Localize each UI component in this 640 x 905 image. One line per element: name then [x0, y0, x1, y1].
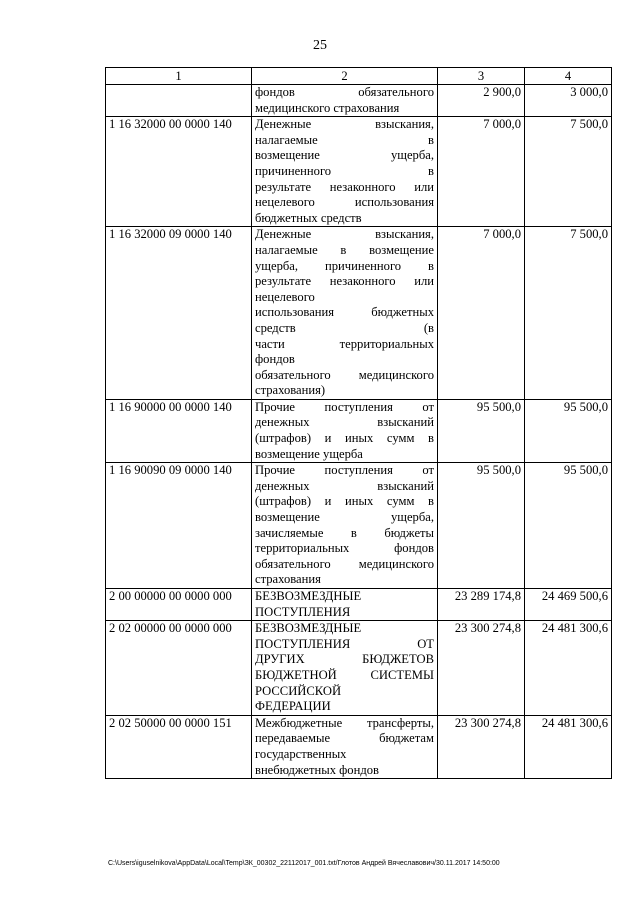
item-description [252, 85, 438, 117]
item-description [252, 715, 438, 778]
item-description [252, 621, 438, 716]
description-line: части территориальных [255, 336, 434, 351]
description-line: ФЕДЕРАЦИИ [255, 699, 331, 714]
budget-code: 2 02 50000 00 0000 151 [106, 715, 252, 778]
amount-col4: 24 481 300,6 [525, 715, 612, 778]
amount-col4: 24 481 300,6 [525, 621, 612, 716]
item-description [252, 227, 438, 400]
amount-col4: 24 469 500,6 [525, 589, 612, 621]
amount-col3: 2 900,0 [438, 85, 525, 117]
description-line: Денежные взыскания, [255, 117, 434, 132]
description-line: нецелевого использования [255, 195, 434, 210]
amount-col3: 23 300 274,8 [438, 715, 525, 778]
table-body [106, 85, 612, 779]
item-description [252, 589, 438, 621]
budget-code: 1 16 32000 09 0000 140 [106, 227, 252, 400]
budget-code: 1 16 90000 00 0000 140 [106, 399, 252, 462]
description-line: страхования [255, 572, 321, 587]
description-line: внебюджетных фондов [255, 762, 379, 777]
column-header-4: 4 [525, 68, 612, 85]
description-line: денежных взысканий [255, 478, 434, 493]
amount-col3: 7 000,0 [438, 117, 525, 227]
description-line: Прочие поступления от [255, 399, 434, 414]
description-line: ДРУГИХ БЮДЖЕТОВ [255, 652, 434, 667]
table-row [106, 227, 612, 400]
description-line: БЕЗВОЗМЕЗДНЫЕ [255, 589, 362, 603]
amount-col4: 95 500,0 [525, 399, 612, 462]
description-line: обязательного медицинского [255, 367, 434, 382]
amount-col3: 95 500,0 [438, 399, 525, 462]
item-description [252, 463, 438, 589]
item-description [252, 117, 438, 227]
description-line: обязательного медицинского [255, 556, 434, 571]
table-row [106, 399, 612, 462]
column-header-2: 2 [252, 68, 438, 85]
description-line: средств (в [255, 320, 434, 335]
description-line: фондов обязательного [255, 85, 434, 99]
description-line: результате незаконного или [255, 179, 434, 194]
description-line: ущерба, причиненного в [255, 258, 434, 273]
page-number: 25 [313, 38, 327, 53]
description-line: Межбюджетные трансферты, [255, 715, 434, 730]
table-row [106, 117, 612, 227]
amount-col4: 7 500,0 [525, 227, 612, 400]
amount-col4: 7 500,0 [525, 117, 612, 227]
table-row [106, 85, 612, 117]
description-line: результате незаконного или [255, 274, 434, 289]
amount-col4: 95 500,0 [525, 463, 612, 589]
description-line: зачисляемые в бюджеты [255, 525, 434, 540]
description-line: налагаемые в возмещение [255, 242, 434, 257]
description-line: БЕЗВОЗМЕЗДНЫЕ [255, 621, 362, 636]
description-line: нецелевого [255, 289, 315, 304]
column-header-3: 3 [438, 68, 525, 85]
description-line: медицинского страхования [255, 100, 400, 115]
description-line: страхования) [255, 383, 326, 398]
description-line: налагаемые в [255, 132, 434, 147]
description-line: территориальных фондов [255, 541, 434, 556]
amount-col3: 7 000,0 [438, 227, 525, 400]
amount-col3: 23 300 274,8 [438, 621, 525, 716]
description-line: государственных [255, 746, 347, 761]
budget-code: 2 00 00000 00 0000 000 [106, 589, 252, 621]
item-description [252, 399, 438, 462]
description-line: Денежные взыскания, [255, 227, 434, 242]
description-line: использования бюджетных [255, 305, 434, 320]
description-line: денежных взысканий [255, 415, 434, 430]
table-row [106, 715, 612, 778]
amount-col4: 3 000,0 [525, 85, 612, 117]
description-line: (штрафов) и иных сумм в [255, 431, 434, 446]
budget-code: 1 16 90090 09 0000 140 [106, 463, 252, 589]
description-line: БЮДЖЕТНОЙ СИСТЕМЫ [255, 667, 434, 682]
footer-path: C:\Users\iguselnikova\AppData\Local\Temp\ЗК_00302_22112017_001.txt/Глотов Андрей Вячеславович/30.11.2017 14:50:00 [108, 860, 500, 867]
budget-table [105, 67, 612, 779]
table-row [106, 463, 612, 589]
table-row [106, 621, 612, 716]
description-line: возмещение ущерба, [255, 510, 434, 525]
budget-code: 2 02 00000 00 0000 000 [106, 621, 252, 716]
table-header-row [106, 68, 612, 85]
description-line: передаваемые бюджетам [255, 731, 434, 746]
budget-code [106, 85, 252, 117]
description-line: возмещение ущерба [255, 446, 363, 461]
amount-col3: 23 289 174,8 [438, 589, 525, 621]
description-line: Прочие поступления от [255, 463, 434, 478]
amount-col3: 95 500,0 [438, 463, 525, 589]
description-line: РОССИЙСКОЙ [255, 683, 342, 698]
table-row [106, 589, 612, 621]
description-line: ПОСТУПЛЕНИЯ ОТ [255, 636, 434, 651]
description-line: возмещение ущерба, [255, 148, 434, 163]
description-line: (штрафов) и иных сумм в [255, 494, 434, 509]
column-header-1: 1 [106, 68, 252, 85]
description-line: ПОСТУПЛЕНИЯ [255, 604, 351, 619]
description-line: причиненного в [255, 163, 434, 178]
budget-code: 1 16 32000 00 0000 140 [106, 117, 252, 227]
description-line: фондов [255, 352, 295, 367]
description-line: бюджетных средств [255, 210, 362, 225]
